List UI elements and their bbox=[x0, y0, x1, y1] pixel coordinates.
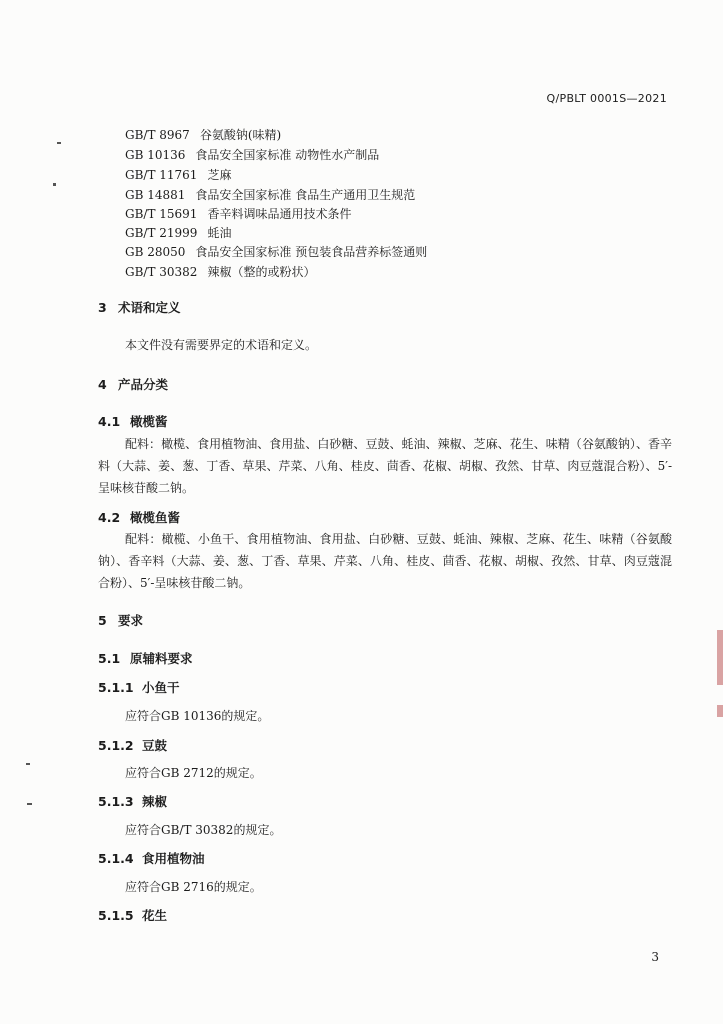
section-3-text: 本文件没有需要界定的术语和定义。 bbox=[125, 338, 318, 352]
clause-heading-5-1-5 bbox=[98, 906, 167, 924]
clause-number: 5.1.5 bbox=[98, 908, 134, 923]
reference-item bbox=[125, 205, 351, 222]
section-title: 要求 bbox=[118, 613, 144, 628]
subsection-title: 橄榄鱼酱 bbox=[130, 510, 181, 525]
scan-speck bbox=[27, 803, 32, 805]
clause-text: 应符合GB 2716的规定。 bbox=[125, 880, 262, 894]
section-number: 4 bbox=[98, 377, 107, 392]
subsection-number: 4.2 bbox=[98, 510, 121, 525]
clause-number: 5.1.4 bbox=[98, 851, 134, 866]
reference-title: 食品安全国家标准 动物性水产制品 bbox=[195, 148, 380, 162]
subsection-number: 4.1 bbox=[98, 414, 121, 429]
clause-text: 应符合GB/T 30382的规定。 bbox=[125, 823, 282, 837]
clause-text: 应符合GB 10136的规定。 bbox=[125, 709, 270, 723]
section-number: 5 bbox=[98, 613, 107, 628]
clause-title: 小鱼干 bbox=[142, 680, 180, 695]
scan-speck bbox=[57, 142, 61, 144]
document-code-header: Q/PBLT 0001S—2021 bbox=[546, 92, 667, 105]
reference-title: 蚝油 bbox=[207, 226, 232, 240]
reference-code: GB 28050 bbox=[125, 245, 186, 259]
seal-edge-mark bbox=[717, 630, 723, 685]
reference-title: 食品安全国家标准 食品生产通用卫生规范 bbox=[195, 188, 416, 202]
reference-code: GB/T 21999 bbox=[125, 226, 198, 240]
reference-item bbox=[125, 126, 281, 143]
reference-item bbox=[125, 243, 427, 260]
clause-number: 5.1.3 bbox=[98, 794, 134, 809]
reference-code: GB/T 15691 bbox=[125, 207, 198, 221]
clause-title: 辣椒 bbox=[142, 794, 168, 809]
clause-title: 豆鼓 bbox=[142, 738, 168, 753]
reference-code: GB/T 30382 bbox=[125, 265, 198, 279]
reference-title: 食品安全国家标准 预包装食品营养标签通则 bbox=[195, 245, 428, 259]
section-title: 术语和定义 bbox=[118, 300, 181, 315]
clause-number: 5.1.2 bbox=[98, 738, 134, 753]
clause-heading-5-1-1 bbox=[98, 678, 180, 696]
subsection-heading-4-2 bbox=[98, 508, 180, 526]
reference-title: 谷氨酸钠(味精) bbox=[199, 128, 282, 142]
scan-speck bbox=[26, 763, 30, 765]
section-heading-3 bbox=[98, 298, 181, 316]
subsection-number: 5.1 bbox=[98, 651, 121, 666]
clause-text: 应符合GB 2712的规定。 bbox=[125, 766, 262, 780]
scan-speck bbox=[53, 183, 56, 186]
subsection-title: 原辅料要求 bbox=[130, 651, 193, 666]
reference-item bbox=[125, 224, 231, 241]
reference-item bbox=[125, 186, 415, 203]
reference-item bbox=[125, 263, 315, 280]
clause-title: 花生 bbox=[142, 908, 168, 923]
clause-number: 5.1.1 bbox=[98, 680, 134, 695]
seal-edge-mark bbox=[717, 705, 723, 717]
reference-title: 芝麻 bbox=[207, 168, 232, 182]
ingredients-paragraph-4-2: 配料：橄榄、小鱼干、食用植物油、食用盐、白砂糖、豆鼓、蚝油、辣椒、芝麻、花生、味精（谷氨酸钠）、香辛料（大蒜、姜、葱、丁香、草果、芹菜、八角、桂皮、茴香、花椒、胡椒、孜然、甘草、肉豆蔻混合粉）、5′-呈味核苷酸二钠。 bbox=[98, 532, 672, 590]
ingredients-paragraph-4-1: 配料：橄榄、食用植物油、食用盐、白砂糖、豆鼓、蚝油、辣椒、芝麻、花生、味精（谷氨酸钠）、香辛料（大蒜、姜、葱、丁香、草果、芹菜、八角、桂皮、茴香、花椒、胡椒、孜然、甘草、肉豆蔻混合粉）、5′-呈味核苷酸二钠。 bbox=[98, 437, 672, 495]
section-heading-4 bbox=[98, 375, 168, 393]
section-title: 产品分类 bbox=[118, 377, 169, 392]
page-number: 3 bbox=[651, 950, 659, 964]
subsection-heading-4-1 bbox=[98, 412, 168, 430]
reference-item bbox=[125, 166, 231, 183]
clause-heading-5-1-2 bbox=[98, 736, 167, 754]
reference-code: GB 10136 bbox=[125, 148, 186, 162]
reference-code: GB 14881 bbox=[125, 188, 186, 202]
clause-heading-5-1-3 bbox=[98, 792, 167, 810]
clause-heading-5-1-4 bbox=[98, 849, 205, 867]
reference-code: GB/T 11761 bbox=[125, 168, 198, 182]
section-heading-5 bbox=[98, 611, 143, 629]
reference-item bbox=[125, 146, 379, 163]
reference-code: GB/T 8967 bbox=[125, 128, 190, 142]
section-number: 3 bbox=[98, 300, 107, 315]
reference-title: 辣椒（整的或粉状） bbox=[207, 265, 316, 279]
subsection-title: 橄榄酱 bbox=[130, 414, 168, 429]
reference-title: 香辛料调味品通用技术条件 bbox=[207, 207, 352, 221]
subsection-heading-5-1 bbox=[98, 649, 193, 667]
clause-title: 食用植物油 bbox=[142, 851, 205, 866]
